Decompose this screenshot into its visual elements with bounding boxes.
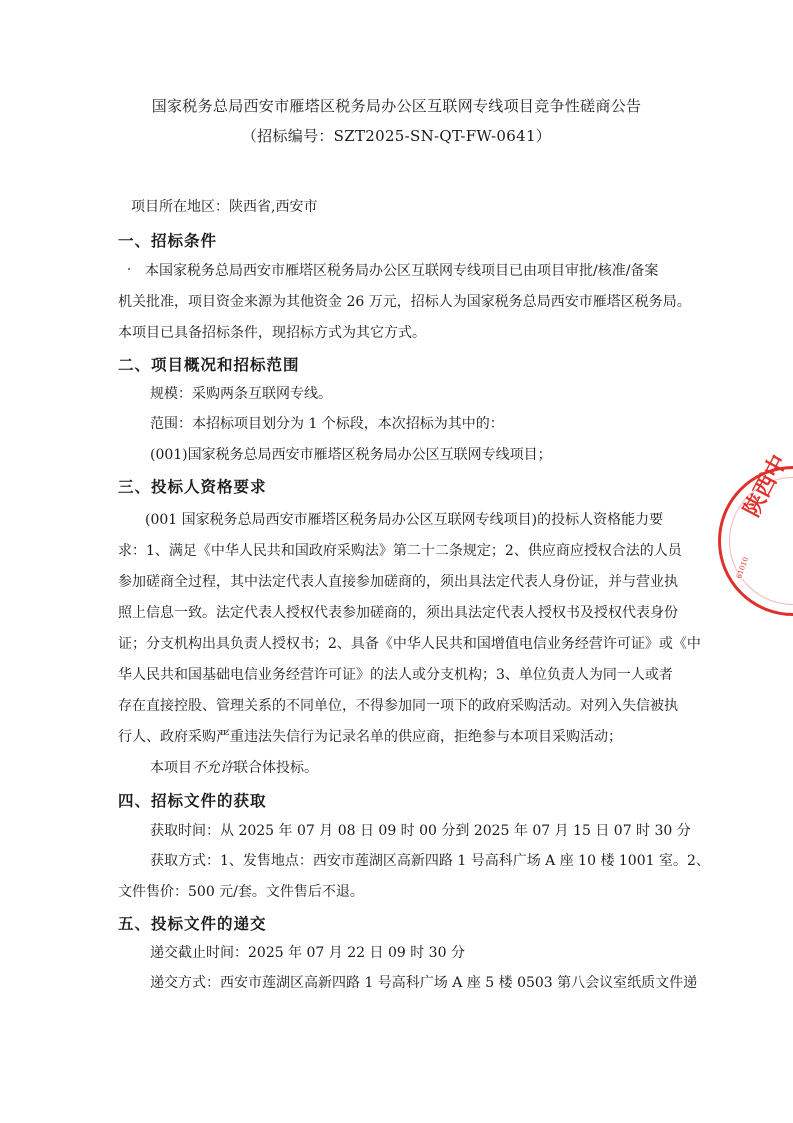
section-5-heading: 五、投标文件的递交 xyxy=(118,915,267,933)
section-4-heading: 四、招标文件的获取 xyxy=(118,792,267,810)
consortium-note xyxy=(150,758,318,778)
section-3-line: 华人民共和国基础电信业务经营许可证》的法人或分支机构；3、单位负责人为同一人或者 xyxy=(118,667,673,683)
section-2-line: (001)国家税务总局西安市雁塔区税务局办公区互联网专线项目； xyxy=(150,447,552,463)
official-seal-stamp xyxy=(718,451,793,616)
section-1-line: 本国家税务总局西安市雁塔区税务局办公区互联网专线项目已由项目审批/核准/备案 xyxy=(145,263,659,279)
section-1-line: 机关批准，项目资金来源为其他资金 26 万元，招标人为国家税务总局西安市雁塔区税务局。 xyxy=(118,294,691,310)
section-4-line: 获取时间：从 2025 年 07 月 08 日 09 时 00 分到 2025 年 07 月 15 日 07 时 30 分 xyxy=(150,823,691,839)
seal-text: 陕西中 xyxy=(739,451,793,522)
tender-number: （招标编号：SZT2025-SN-QT-FW-0641） xyxy=(241,127,552,145)
section-1-line: 本项目已具备招标条件，现招标方式为其它方式。 xyxy=(118,325,426,341)
section-3-line: 行人、政府采购严重违法失信行为记录名单的供应商，拒绝参与本项目采购活动； xyxy=(118,729,622,745)
section-4-line: 文件售价：500 元/套。文件售后不退。 xyxy=(118,884,364,900)
scan-dot xyxy=(128,268,130,270)
consortium-italic: 不允许 xyxy=(192,760,234,776)
section-3-line: 求：1、满足《中华人民共和国政府采购法》第二十二条规定；2、供应商应授权合法的人员 xyxy=(118,543,682,559)
document-title: 国家税务总局西安市雁塔区税务局办公区互联网专线项目竞争性磋商公告 xyxy=(151,97,642,115)
section-2-line: 规模：采购两条互联网专线。 xyxy=(150,386,332,402)
seal-code: 61010 xyxy=(735,556,751,580)
project-location: 项目所在地区：陕西省,西安市 xyxy=(131,199,318,215)
section-2-line: 范围：本招标项目划分为 1 个标段，本次招标为其中的： xyxy=(150,416,504,432)
section-4-line: 获取方式：1、发售地点：西安市莲湖区高新四路 1 号高科广场 A 座 10 楼 1001 室。2、 xyxy=(150,853,710,869)
consortium-prefix: 本项目 xyxy=(150,760,192,776)
section-3-line: 存在直接控股、管理关系的不同单位，不得参加同一项下的政府采购活动。对列入失信被执 xyxy=(118,698,678,714)
section-3-heading: 三、投标人资格要求 xyxy=(118,478,267,496)
section-3-line: (001 国家税务总局西安市雁塔区税务局办公区互联网专线项目)的投标人资格能力要 xyxy=(145,512,664,528)
consortium-suffix: 联合体投标。 xyxy=(234,760,318,776)
section-3-line: 参加磋商全过程，其中法定代表人直接参加磋商的，须出具法定代表人身份证，并与营业执 xyxy=(118,574,678,590)
section-1-heading: 一、招标条件 xyxy=(118,232,218,250)
section-2-heading: 二、项目概况和招标范围 xyxy=(118,356,300,374)
section-3-line: 照上信息一致。法定代表人授权代表参加磋商的，须出具法定代表人授权书及授权代表身份 xyxy=(118,605,678,621)
section-5-line: 递交截止时间：2025 年 07 月 22 日 09 时 30 分 xyxy=(150,945,465,961)
section-3-line: 证；分支机构出具负责人授权书；2、具备《中华人民共和国增值电信业务经营许可证》或《中 xyxy=(118,636,701,652)
section-5-line: 递交方式：西安市莲湖区高新四路 1 号高科广场 A 座 5 楼 0503 第八会议室纸质文件递 xyxy=(150,975,698,991)
